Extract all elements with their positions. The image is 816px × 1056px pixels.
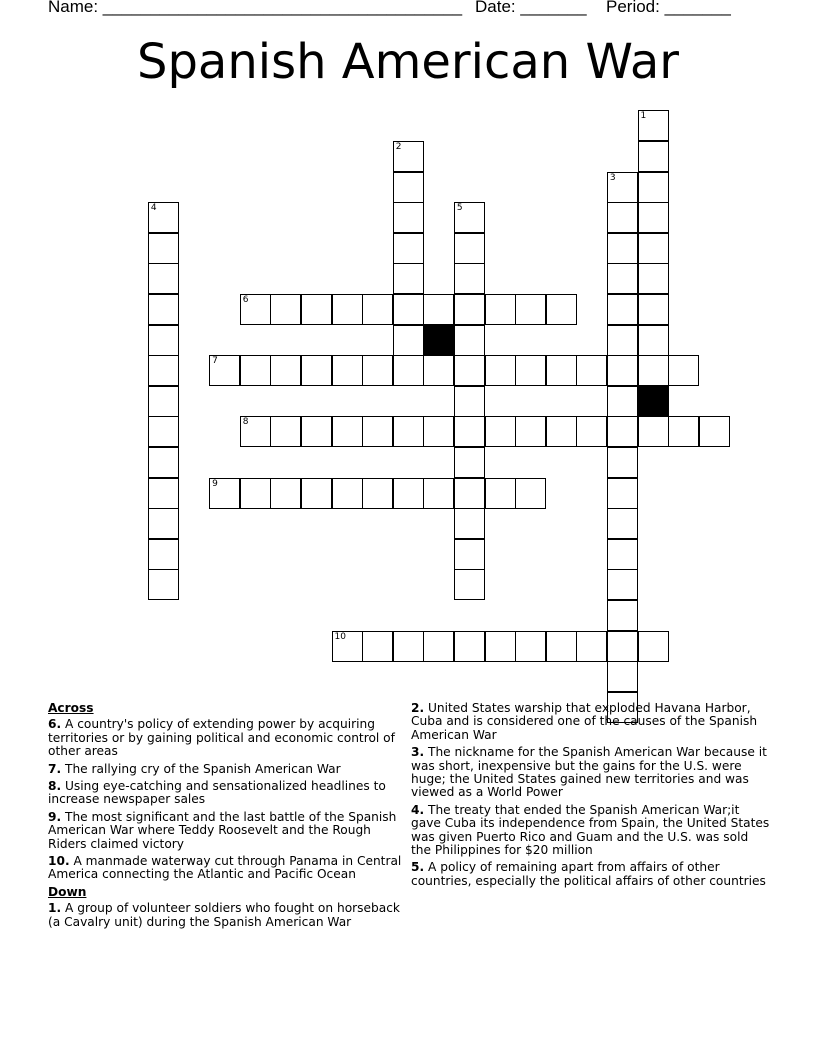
crossword-cell[interactable] bbox=[148, 202, 179, 233]
crossword-cell[interactable] bbox=[607, 386, 638, 417]
crossword-cell[interactable] bbox=[332, 631, 363, 662]
clue-down-3: 3. The nickname for the Spanish American War because it was short, inexpensive but the gains for the U.S. were huge; the United States gained new territories and was viewed as a World Power bbox=[411, 745, 767, 800]
crossword-cell[interactable] bbox=[393, 478, 424, 509]
crossword-cell[interactable] bbox=[148, 263, 179, 294]
crossword-cell[interactable] bbox=[393, 416, 424, 447]
crossword-cell[interactable] bbox=[607, 539, 638, 570]
clues-left-column bbox=[48, 702, 408, 933]
crossword-cell[interactable] bbox=[148, 539, 179, 570]
crossword-cell[interactable] bbox=[454, 478, 485, 509]
crossword-cell[interactable] bbox=[668, 355, 699, 386]
crossword-cell[interactable] bbox=[638, 172, 669, 203]
crossword-cell[interactable] bbox=[607, 447, 638, 478]
crossword-cell[interactable] bbox=[454, 508, 485, 539]
crossword-cell[interactable] bbox=[209, 478, 240, 509]
crossword-cell[interactable] bbox=[332, 355, 363, 386]
crossword-cell[interactable] bbox=[638, 355, 669, 386]
crossword-cell[interactable] bbox=[576, 355, 607, 386]
clue-across-7: 7. The rallying cry of the Spanish American War bbox=[48, 761, 341, 776]
clue-number-label: 5 bbox=[456, 203, 463, 214]
crossword-cell[interactable] bbox=[148, 325, 179, 356]
clue-number-label: 4 bbox=[150, 203, 157, 214]
date-field-label: Date: _______ bbox=[475, 0, 587, 16]
crossword-cell[interactable] bbox=[332, 294, 363, 325]
crossword-cell[interactable] bbox=[607, 294, 638, 325]
clue-across-8: 8. Using eye-catching and sensationalized headlines to increase newspaper sales bbox=[48, 779, 386, 807]
crossword-cell[interactable] bbox=[393, 141, 424, 172]
crossword-cell[interactable] bbox=[393, 263, 424, 294]
crossword-cell[interactable] bbox=[423, 631, 454, 662]
crossword-cell[interactable] bbox=[454, 569, 485, 600]
crossword-cell[interactable] bbox=[148, 416, 179, 447]
crossword-cell[interactable] bbox=[423, 355, 454, 386]
crossword-cell[interactable] bbox=[332, 478, 363, 509]
crossword-cell[interactable] bbox=[576, 631, 607, 662]
clue-across-10: 10. A manmade waterway cut through Panama in Central America connecting the Atlantic and Pacific Ocean bbox=[48, 854, 402, 882]
clue-number-label: 2 bbox=[395, 141, 402, 152]
crossword-cell[interactable] bbox=[423, 416, 454, 447]
period-field-label: Period: _______ bbox=[606, 0, 731, 16]
across-heading: Across bbox=[48, 701, 94, 715]
clue-down-4: 4. The treaty that ended the Spanish American War;it gave Cuba its independence from Spain, the United States was given Puerto Rico and Guam and the U.S. was sold the Philippines for $20 million bbox=[411, 802, 770, 858]
crossword-cell[interactable] bbox=[638, 233, 669, 264]
crossword-cell[interactable] bbox=[576, 416, 607, 447]
crossword-cell[interactable] bbox=[270, 294, 301, 325]
down-heading: Down bbox=[48, 884, 87, 899]
crossword-cell[interactable] bbox=[515, 355, 546, 386]
clue-number-label: 1 bbox=[640, 111, 647, 122]
crossword-cell[interactable] bbox=[485, 355, 516, 386]
crossword-cell[interactable] bbox=[668, 416, 699, 447]
crossword-cell[interactable] bbox=[607, 263, 638, 294]
crossword-cell[interactable] bbox=[362, 355, 393, 386]
crossword-cell[interactable] bbox=[423, 478, 454, 509]
crossword-cell[interactable] bbox=[454, 355, 485, 386]
crossword-cell[interactable] bbox=[454, 233, 485, 264]
clue-down-1: 1. A group of volunteer soldiers who fought on horseback (a Cavalry unit) during the Spanish American War bbox=[48, 901, 400, 929]
clue-across-6: 6. A country's policy of extending power by acquiring territories or by gaining political and economic control of other areas bbox=[48, 717, 395, 759]
crossword-cell[interactable] bbox=[301, 294, 332, 325]
crossword-cell[interactable] bbox=[638, 416, 669, 447]
page-title: Spanish American War bbox=[136, 34, 679, 90]
clue-across-9: 9. The most significant and the last battle of the Spanish American War where Teddy Roosevelt and the Rough Riders claimed victory bbox=[48, 809, 397, 851]
crossword-cell[interactable] bbox=[638, 202, 669, 233]
crossword-cell[interactable] bbox=[393, 202, 424, 233]
crossword-cell[interactable] bbox=[362, 294, 393, 325]
crossword-cell[interactable] bbox=[485, 416, 516, 447]
clue-down-2: 2. United States warship that exploded Havana Harbor, Cuba and is considered one of the causes of the Spanish American War bbox=[411, 701, 758, 742]
crossword-cell[interactable] bbox=[454, 294, 485, 325]
crossword-cell[interactable] bbox=[454, 202, 485, 233]
crossword-cell[interactable] bbox=[148, 569, 179, 600]
crossword-cell[interactable] bbox=[148, 447, 179, 478]
crossword-cell[interactable] bbox=[515, 416, 546, 447]
crossword-cell[interactable] bbox=[148, 355, 179, 386]
crossword-cell[interactable] bbox=[240, 355, 271, 386]
crossword-cell[interactable] bbox=[454, 447, 485, 478]
name-field-label: Name: ______________________________________ bbox=[48, 0, 463, 16]
crossword-cell[interactable] bbox=[607, 355, 638, 386]
clue-number-label: 7 bbox=[212, 356, 218, 367]
crossword-cell[interactable] bbox=[485, 631, 516, 662]
crossword-cell[interactable] bbox=[240, 416, 271, 447]
crossword-cell[interactable] bbox=[607, 233, 638, 264]
crossword-cell[interactable] bbox=[301, 416, 332, 447]
crossword-cell[interactable] bbox=[393, 172, 424, 203]
crossword-cell[interactable] bbox=[638, 325, 669, 356]
crossword-cell[interactable] bbox=[148, 386, 179, 417]
crossword-cell[interactable] bbox=[515, 478, 546, 509]
crossword-cell[interactable] bbox=[454, 416, 485, 447]
crossword-cell[interactable] bbox=[607, 325, 638, 356]
clue-number-label: 6 bbox=[242, 294, 249, 305]
clue-number-label: 9 bbox=[212, 478, 218, 489]
crossword-cell[interactable] bbox=[270, 478, 301, 509]
crossword-cell[interactable] bbox=[607, 600, 638, 631]
crossword-cell[interactable] bbox=[607, 661, 638, 692]
crossword-cell[interactable] bbox=[607, 569, 638, 600]
clue-down-5: 5. A policy of remaining apart from affairs of other countries, especially the political affairs of other countries bbox=[411, 860, 766, 888]
crossword-cell[interactable] bbox=[209, 355, 240, 386]
crossword-cell[interactable] bbox=[638, 294, 669, 325]
crossword-cell[interactable] bbox=[270, 416, 301, 447]
crossword-cell[interactable] bbox=[454, 263, 485, 294]
crossword-cell[interactable] bbox=[240, 294, 271, 325]
crossword-cell[interactable] bbox=[240, 478, 271, 509]
crossword-cell[interactable] bbox=[515, 631, 546, 662]
crossword-cell[interactable] bbox=[638, 141, 669, 172]
crossword-cell[interactable] bbox=[148, 478, 179, 509]
crossword-cell[interactable] bbox=[301, 478, 332, 509]
crossword-cell[interactable] bbox=[362, 631, 393, 662]
crossword-cell[interactable] bbox=[607, 478, 638, 509]
crossword-cell[interactable] bbox=[332, 416, 363, 447]
crossword-cell[interactable] bbox=[454, 325, 485, 356]
crossword-cell[interactable] bbox=[607, 172, 638, 203]
crossword-cell[interactable] bbox=[454, 631, 485, 662]
crossword-cell[interactable] bbox=[546, 416, 577, 447]
crossword-cell[interactable] bbox=[393, 325, 424, 356]
clue-number-label: 10 bbox=[334, 631, 346, 642]
crossword-cell[interactable] bbox=[607, 631, 638, 662]
clue-number-label: 8 bbox=[242, 417, 249, 428]
clue-number-label: 3 bbox=[609, 172, 616, 183]
crossword-cell[interactable] bbox=[270, 355, 301, 386]
crossword-cell[interactable] bbox=[393, 233, 424, 264]
crossword-cell[interactable] bbox=[607, 202, 638, 233]
crossword-black-cell bbox=[423, 325, 454, 356]
crossword-cell[interactable] bbox=[485, 478, 516, 509]
crossword-cell[interactable] bbox=[362, 478, 393, 509]
crossword-cell[interactable] bbox=[638, 263, 669, 294]
crossword-cell[interactable] bbox=[546, 631, 577, 662]
crossword-cell[interactable] bbox=[393, 294, 424, 325]
crossword-cell[interactable] bbox=[454, 386, 485, 417]
crossword-cell[interactable] bbox=[607, 508, 638, 539]
crossword-cell[interactable] bbox=[546, 294, 577, 325]
crossword-cell[interactable] bbox=[148, 508, 179, 539]
clues-right-column bbox=[411, 702, 771, 892]
crossword-cell[interactable] bbox=[148, 294, 179, 325]
crossword-cell[interactable] bbox=[148, 233, 179, 264]
crossword-cell[interactable] bbox=[607, 416, 638, 447]
crossword-cell[interactable] bbox=[638, 110, 669, 141]
crossword-cell[interactable] bbox=[546, 355, 577, 386]
crossword-cell[interactable] bbox=[515, 294, 546, 325]
crossword-black-cell bbox=[638, 386, 669, 417]
crossword-cell[interactable] bbox=[362, 416, 393, 447]
crossword-cell[interactable] bbox=[393, 631, 424, 662]
crossword-cell[interactable] bbox=[485, 294, 516, 325]
crossword-cell[interactable] bbox=[638, 631, 669, 662]
crossword-cell[interactable] bbox=[423, 294, 454, 325]
crossword-cell[interactable] bbox=[301, 355, 332, 386]
crossword-cell[interactable] bbox=[454, 539, 485, 570]
crossword-cell[interactable] bbox=[699, 416, 730, 447]
crossword-cell[interactable] bbox=[393, 355, 424, 386]
